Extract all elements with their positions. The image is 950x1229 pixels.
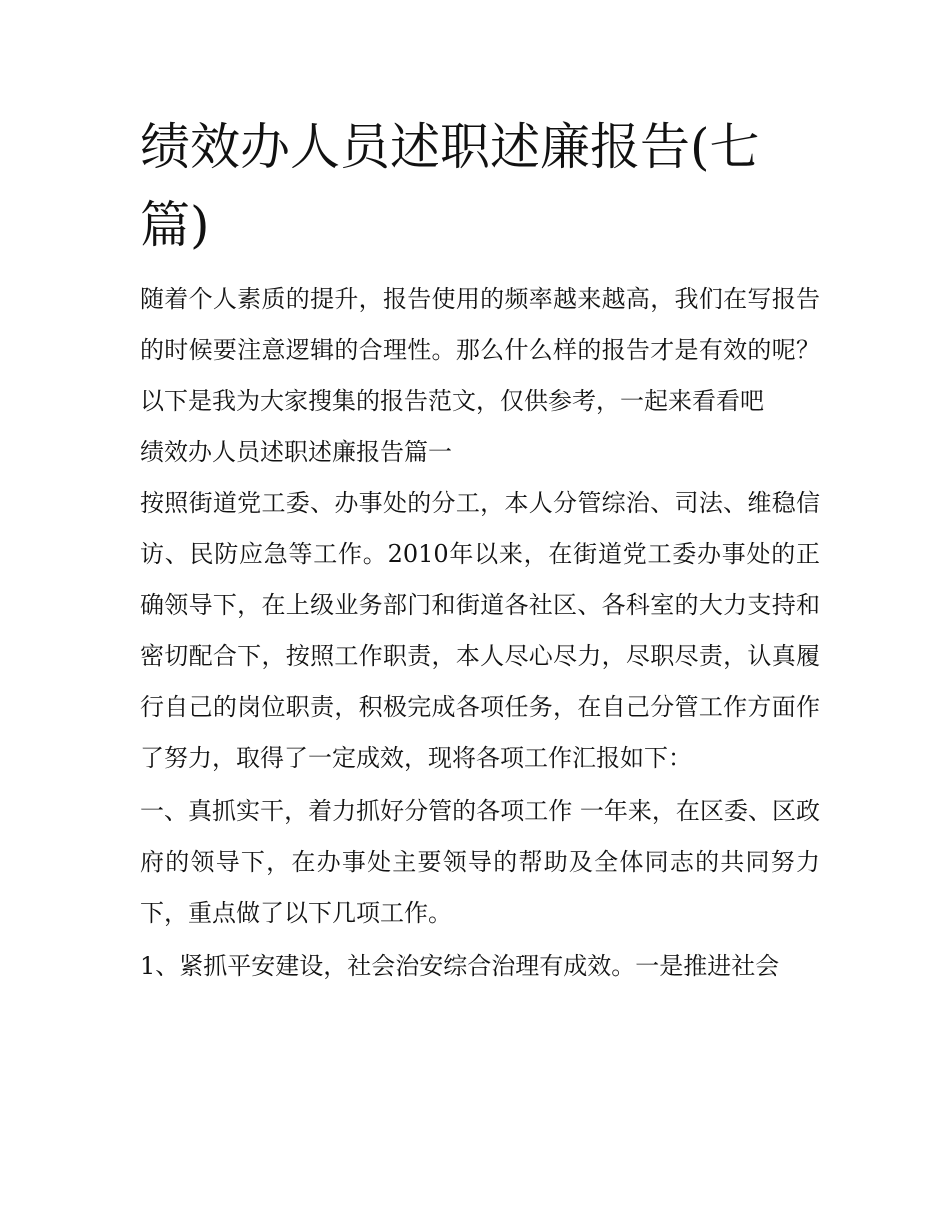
intro-paragraph: 随着个人素质的提升，报告使用的频率越来越高，我们在写报告的时候要注意逻辑的合理性。那么什么样的报告才是有效的呢？以下是我为大家搜集的报告范文，仅供参考，一起来看看吧 bbox=[140, 285, 820, 415]
body-paragraph: 1、紧抓平安建设，社会治安综合治理有成效。一是推进社会 bbox=[140, 952, 780, 980]
document-title: 绩效办人员述职述廉报告(七篇) bbox=[140, 118, 760, 254]
section-heading: 绩效办人员述职述廉报告篇一 bbox=[140, 438, 452, 466]
body-paragraph: 按照街道党工委、办事处的分工，本人分管综治、司法、维稳信访、民防应急等工作。2010年以来，在街道党工委办事处的正确领导下，在上级业务部门和街道各社区、各科室的大力支持和密切配合下，按照工作职责，本人尽心尽力，尽职尽责，认真履行自己的岗位职责，积极完成各项任务，在自己分管工作方面作了努力，取得了一定成效，现将各项工作汇报如下： bbox=[140, 489, 820, 772]
body-paragraph: 一、真抓实干，着力抓好分管的各项工作 一年来，在区委、区政府的领导下，在办事处主要领导的帮助及全体同志的共同努力下，重点做了以下几项工作。 bbox=[140, 797, 820, 927]
document-body bbox=[140, 274, 820, 992]
